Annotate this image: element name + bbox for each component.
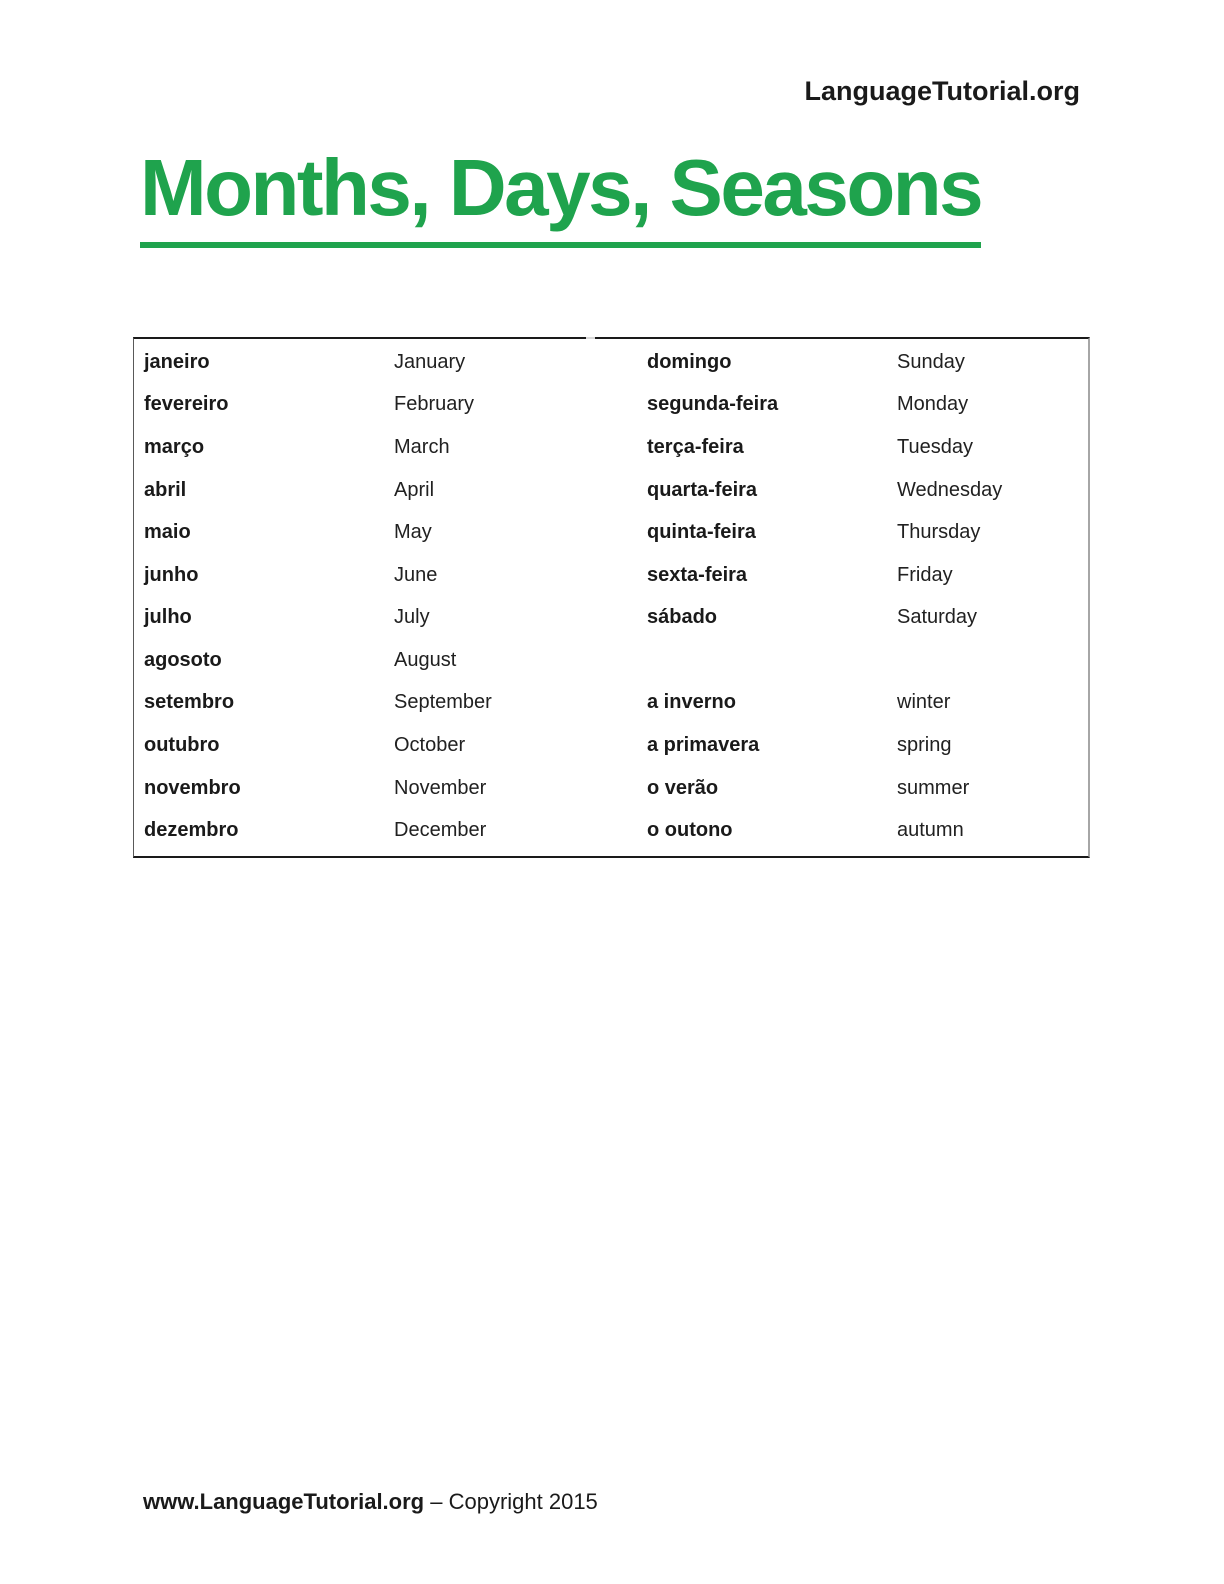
portuguese-term: a inverno	[647, 691, 736, 714]
portuguese-term: novembro	[144, 776, 241, 799]
portuguese-term: sábado	[647, 606, 718, 629]
table-row	[134, 596, 1088, 639]
english-term: winter	[897, 691, 951, 714]
portuguese-term: junho	[144, 563, 199, 586]
portuguese-term: domingo	[647, 350, 732, 373]
english-term: January	[394, 350, 466, 373]
english-term: October	[394, 733, 466, 756]
footer-copyright: – Copyright 2015	[424, 1489, 598, 1514]
english-term: July	[394, 606, 430, 629]
english-term: Friday	[897, 563, 953, 586]
portuguese-term: fevereiro	[144, 393, 229, 416]
portuguese-term: a primavera	[647, 733, 760, 756]
english-term: December	[394, 819, 487, 842]
table-row	[134, 809, 1088, 852]
portuguese-term: abril	[144, 478, 187, 501]
portuguese-term: o outono	[647, 819, 733, 842]
table-row	[134, 341, 1088, 384]
page-title: Months, Days, Seasons	[140, 148, 981, 248]
english-term: Wednesday	[897, 478, 1003, 501]
table-row	[134, 511, 1088, 554]
portuguese-term: janeiro	[144, 350, 210, 373]
header-brand: LanguageTutorial.org	[804, 76, 1080, 106]
portuguese-term: julho	[144, 606, 192, 629]
table-row	[134, 724, 1088, 767]
vocab-table	[133, 337, 1090, 858]
portuguese-term: março	[144, 435, 205, 458]
portuguese-term: dezembro	[144, 819, 239, 842]
english-term: June	[394, 563, 438, 586]
portuguese-term: terça-feira	[647, 435, 744, 458]
portuguese-term: agosoto	[144, 648, 222, 671]
english-term: August	[394, 648, 457, 671]
table-row	[134, 554, 1088, 597]
table-row	[134, 767, 1088, 810]
table-row	[134, 639, 1088, 682]
table-row	[134, 426, 1088, 469]
portuguese-term: quinta-feira	[647, 521, 756, 544]
portuguese-term: outubro	[144, 733, 220, 756]
english-term: April	[394, 478, 435, 501]
english-term: March	[394, 435, 450, 458]
english-term: spring	[897, 733, 952, 756]
portuguese-term: quarta-feira	[647, 478, 758, 501]
english-term: Sunday	[897, 350, 965, 373]
english-term: Monday	[897, 393, 969, 416]
english-term: September	[394, 691, 492, 714]
english-term: Saturday	[897, 606, 978, 629]
english-term: Tuesday	[897, 435, 973, 458]
english-term: Thursday	[897, 521, 981, 544]
table-row	[134, 469, 1088, 512]
table-row	[134, 682, 1088, 725]
portuguese-term: o verão	[647, 776, 719, 799]
portuguese-term: segunda-feira	[647, 393, 779, 416]
english-term: autumn	[897, 819, 964, 842]
english-term: November	[394, 776, 487, 799]
footer	[143, 1489, 598, 1515]
portuguese-term: setembro	[144, 691, 235, 714]
portuguese-term: maio	[144, 521, 191, 544]
table-row	[134, 384, 1088, 427]
english-term: summer	[897, 776, 970, 799]
portuguese-term: sexta-feira	[647, 563, 748, 586]
english-term: February	[394, 393, 475, 416]
english-term: May	[394, 521, 432, 544]
footer-site-url: www.LanguageTutorial.org	[143, 1489, 425, 1514]
